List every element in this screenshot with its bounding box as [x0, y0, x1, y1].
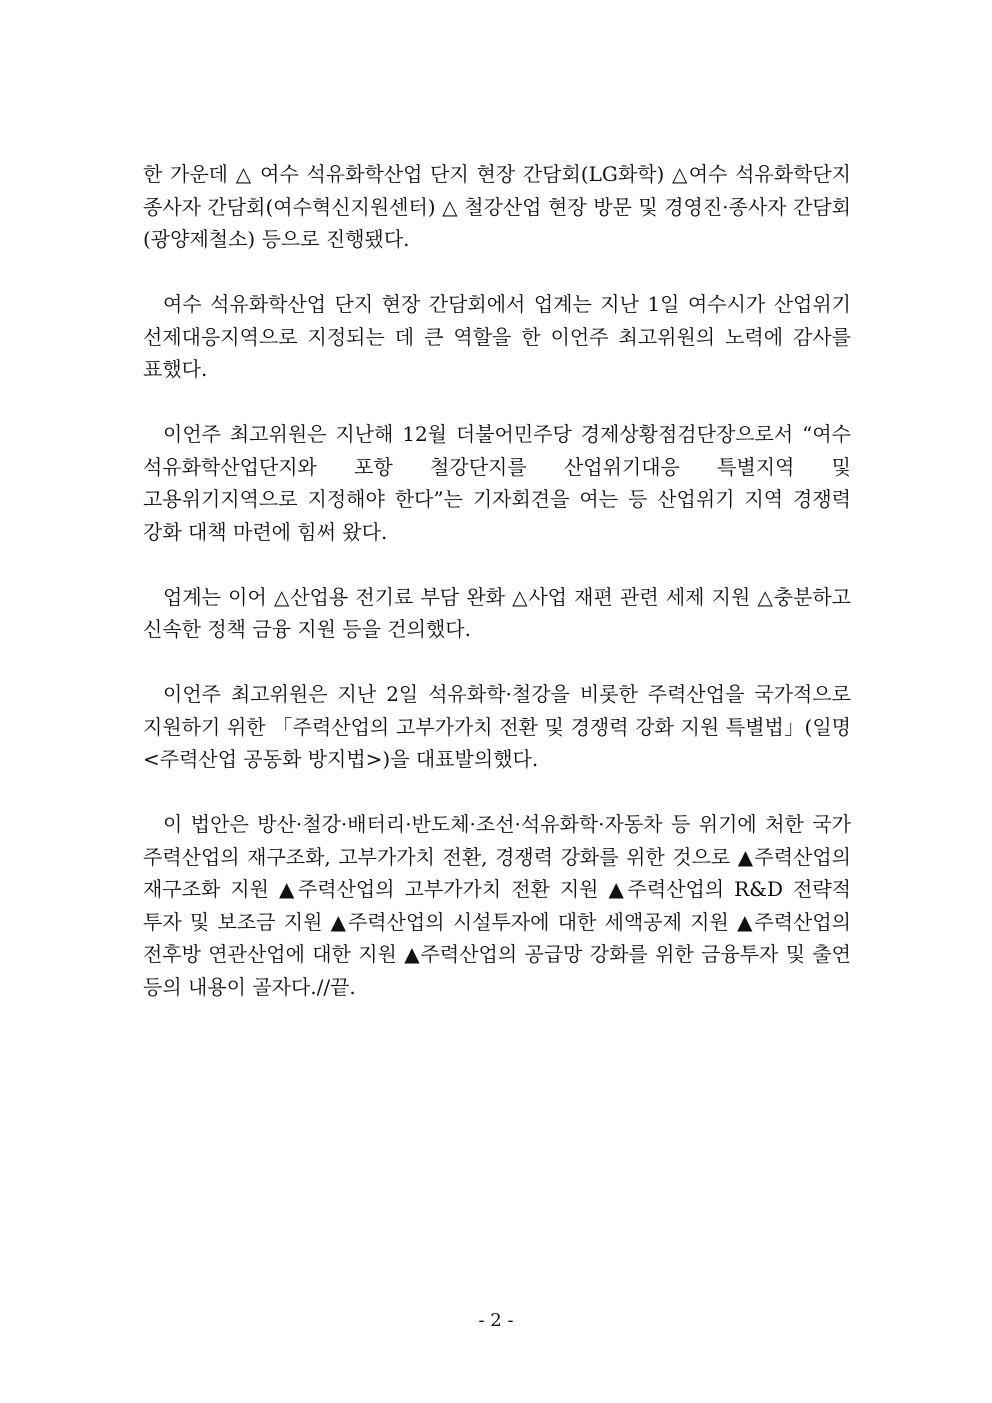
paragraph-continuation: 한 가운데 △ 여수 석유화학산업 단지 현장 간담회(LG화학) △여수 석유화학단지 종사자 간담회(여수혁신지원센터) △ 철강산업 현장 방문 및 경영진·종사자 간담회(광양제철소) 등으로 진행됐다. [143, 162, 851, 251]
paragraph-press-conference: 이언주 최고위원은 지난해 12월 더불어민주당 경제상황점검단장으로서 “여수 석유화학산업단지와 포항 철강단지를 산업위기대응 특별지역 및 고용위기지역으로 지정해야 한다”는 기자회견을 여는 등 산업위기 지역 경쟁력 강화 대책 마련에 힘써 왔다. [143, 422, 851, 544]
paragraph-bill-contents: 이 법안은 방산·철강·배터리·반도체·조선·석유화학·자동차 등 위기에 처한 국가 주력산업의 재구조화, 고부가가치 전환, 경쟁력 강화를 위한 것으로 ▲주력산업의 재구조화 지원 ▲주력산업의 고부가가치 전환 지원 ▲주력산업의 R&D 전략적 투자 및 보조금 지원 ▲주력산업의 시설투자에 대한 세액공제 지원 ▲주력산업의 전후방 연관산업에 대한 지원 ▲주력산업의 공급망 강화를 위한 금융투자 및 출연 등의 내용이 골자다.//끝. [143, 812, 851, 999]
paragraph-industry-requests: 업계는 이어 △산업용 전기료 부담 완화 △사업 재편 관련 세제 지원 △충분하고 신속한 정책 금융 지원 등을 건의했다. [143, 584, 851, 641]
document-body [143, 158, 851, 1036]
paragraph-yeosu-meeting: 여수 석유화학산업 단지 현장 간담회에서 업계는 지난 1일 여수시가 산업위기 선제대응지역으로 지정되는 데 큰 역할을 한 이언주 최고위원의 노력에 감사를 표했다. [143, 292, 851, 381]
paragraph-special-act: 이언주 최고위원은 지난 2일 석유화학·철강을 비롯한 주력산업을 국가적으로 지원하기 위한 「주력산업의 고부가가치 전환 및 경쟁력 강화 지원 특별법」(일명 <주력산업 공동화 방지법>)을 대표발의했다. [143, 682, 851, 771]
page-number: - 2 - [478, 1310, 514, 1331]
